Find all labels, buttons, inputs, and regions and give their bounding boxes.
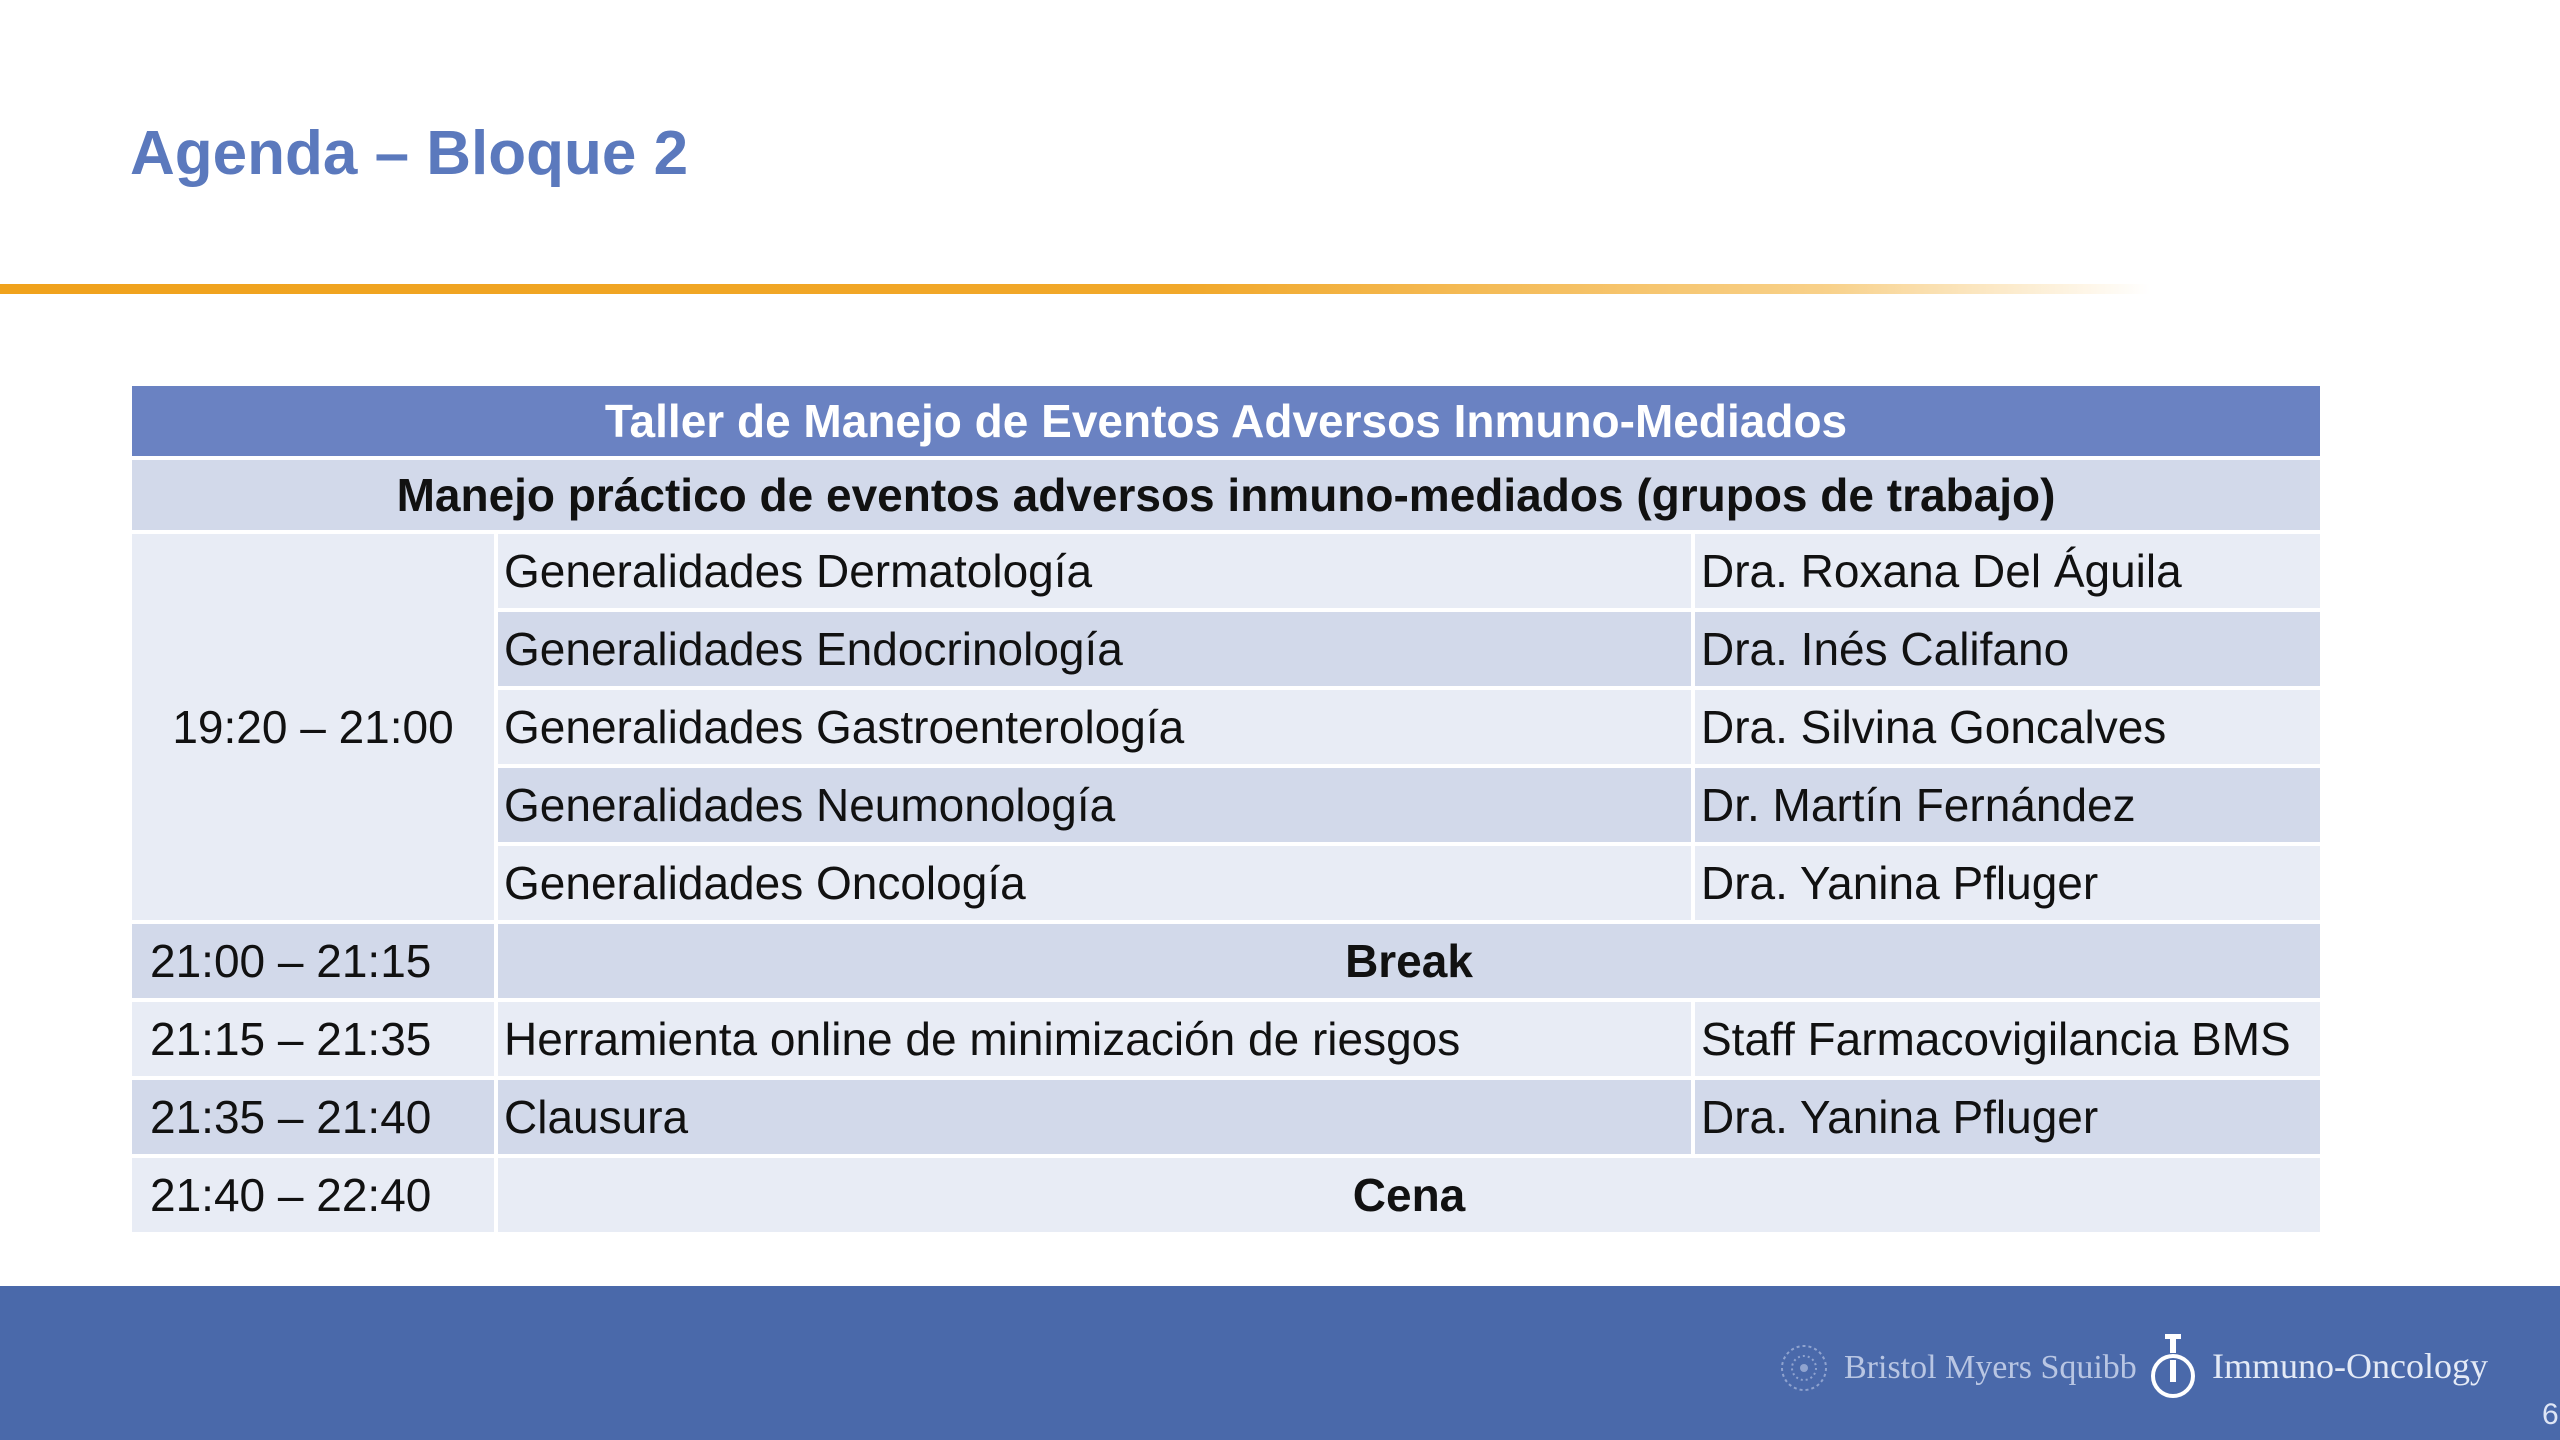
footer-band xyxy=(0,1286,2560,1440)
time-cell: 21:15 – 21:35 xyxy=(132,1002,494,1076)
table-row-break xyxy=(132,924,2320,998)
table-row xyxy=(132,1002,2320,1076)
topic-cell: Generalidades Oncología xyxy=(494,846,1691,920)
bms-logo-text: Bristol Myers Squibb xyxy=(1844,1349,2137,1386)
immuno-oncology-icon xyxy=(2148,1330,2198,1402)
immuno-oncology-text: Immuno-Oncology xyxy=(2212,1346,2488,1386)
table-header: Taller de Manejo de Eventos Adversos Inmuno-Mediados xyxy=(132,386,2320,456)
table-row xyxy=(132,534,2320,608)
bms-logo xyxy=(1778,1338,2137,1398)
topic-cell: Generalidades Endocrinología xyxy=(494,612,1691,686)
speaker-cell: Dra. Inés Califano xyxy=(1691,612,2320,686)
speaker-cell: Dra. Yanina Pfluger xyxy=(1691,846,2320,920)
topic-cell: Generalidades Dermatología xyxy=(494,534,1691,608)
speaker-cell: Dra. Silvina Goncalves xyxy=(1691,690,2320,764)
break-label: Break xyxy=(494,924,2320,998)
topic-cell: Herramienta online de minimización de riesgos xyxy=(494,1002,1691,1076)
speaker-cell: Staff Farmacovigilancia BMS xyxy=(1691,1002,2320,1076)
slide-title: Agenda – Bloque 2 xyxy=(130,119,689,188)
time-cell: 21:00 – 21:15 xyxy=(132,924,494,998)
bms-emblem-icon xyxy=(1778,1342,1830,1394)
table-row-dinner xyxy=(132,1158,2320,1232)
agenda-table xyxy=(132,382,2320,1236)
time-cell: 21:40 – 22:40 xyxy=(132,1158,494,1232)
table-subheader-row xyxy=(132,460,2320,530)
speaker-cell: Dra. Yanina Pfluger xyxy=(1691,1080,2320,1154)
time-cell: 21:35 – 21:40 xyxy=(132,1080,494,1154)
topic-cell: Generalidades Gastroenterología xyxy=(494,690,1691,764)
topic-cell: Generalidades Neumonología xyxy=(494,768,1691,842)
table-header-row xyxy=(132,386,2320,456)
speaker-cell: Dra. Roxana Del Águila xyxy=(1691,534,2320,608)
immuno-oncology-logo xyxy=(2148,1326,2488,1406)
table-subheader: Manejo práctico de eventos adversos inmuno-mediados (grupos de trabajo) xyxy=(132,460,2320,530)
dinner-label: Cena xyxy=(494,1158,2320,1232)
topic-cell: Clausura xyxy=(494,1080,1691,1154)
speaker-cell: Dr. Martín Fernández xyxy=(1691,768,2320,842)
page-number: 6 xyxy=(2542,1398,2559,1431)
accent-divider xyxy=(0,284,2150,294)
table-row xyxy=(132,1080,2320,1154)
group-time-cell: 19:20 – 21:00 xyxy=(132,534,494,920)
